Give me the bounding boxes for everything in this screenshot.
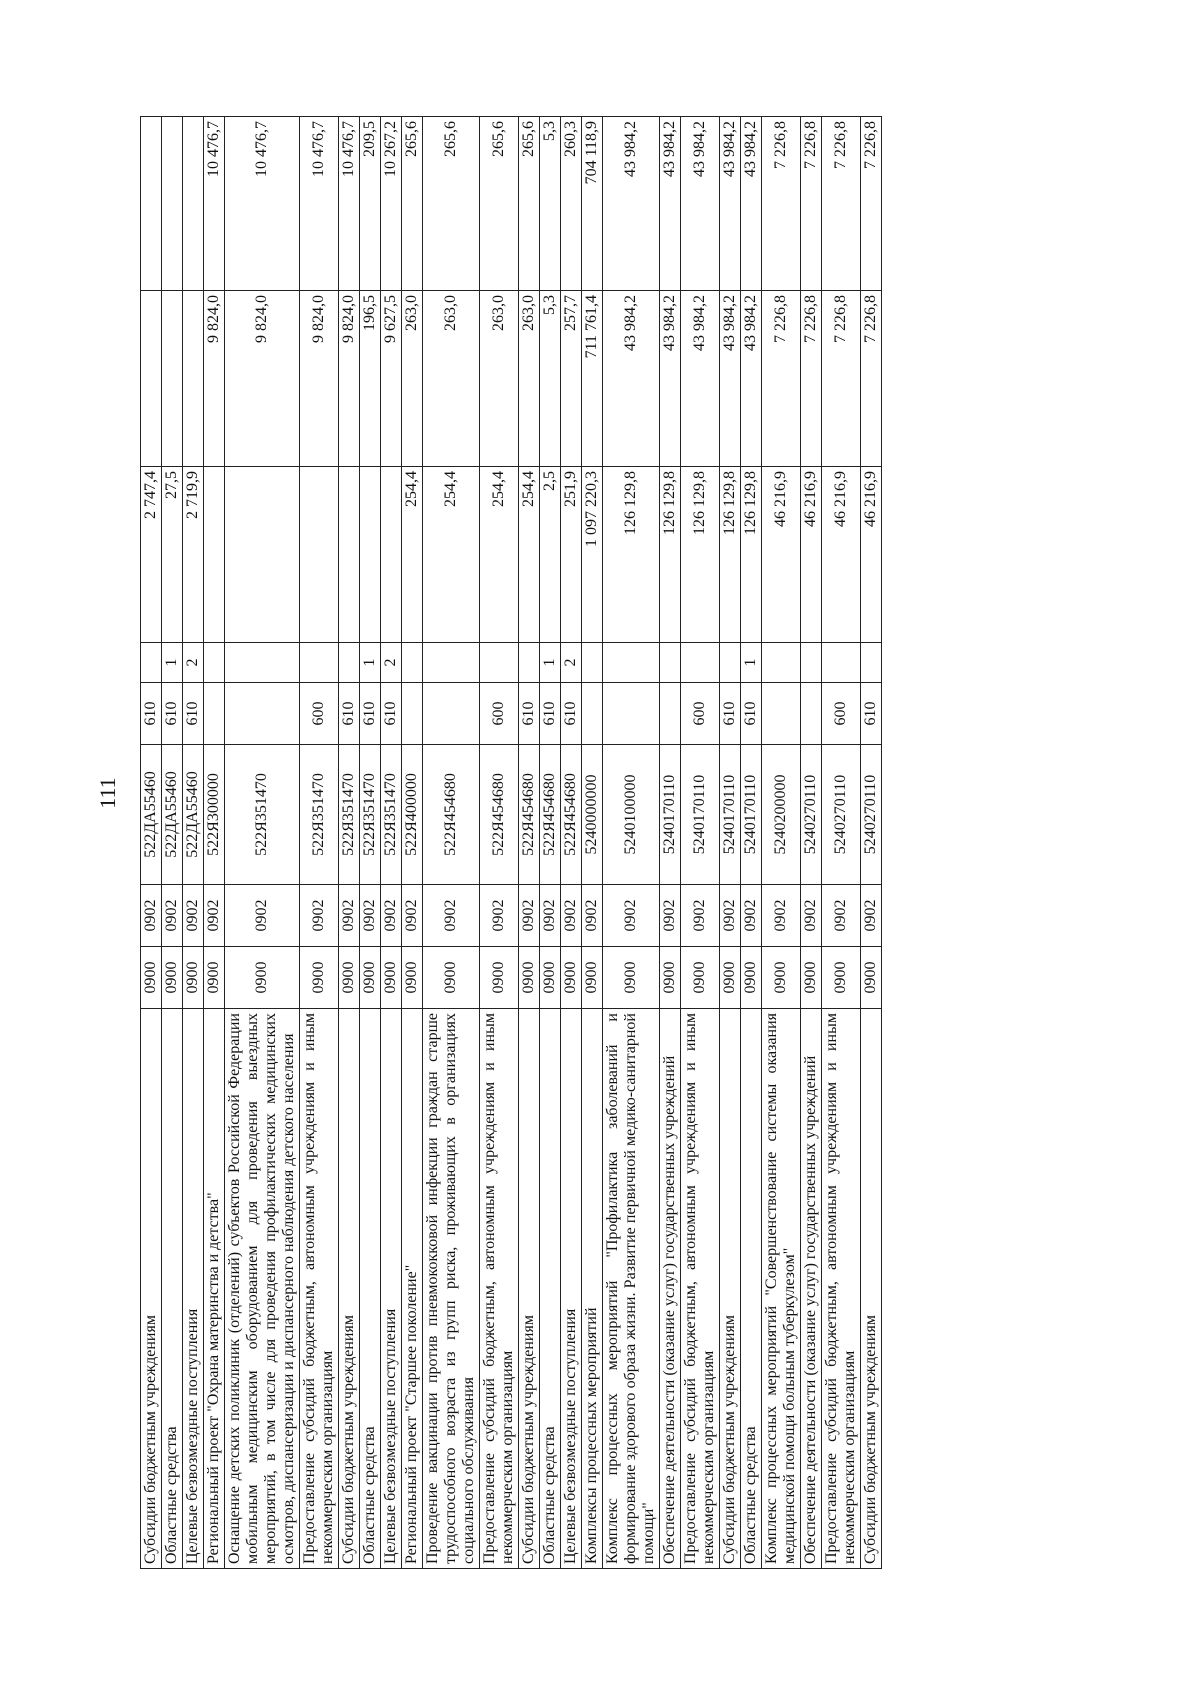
expense-type-code-cell [225,683,300,745]
amount-year-2-cell: 9 627,5 [381,291,402,467]
table-row [339,117,360,1569]
amount-year-1-cell [225,467,300,643]
min-code-cell: 0900 [822,947,861,1009]
table-row [582,117,603,1569]
expense-type-code-cell: 610 [561,683,582,745]
target-article-code-cell: 5240170110 [660,745,681,885]
section-code-cell: 0902 [402,885,423,947]
table-row [162,117,183,1569]
item-name-cell: Обеспечение деятельности (оказание услуг) государственных учреждений [801,1009,822,1569]
min-code-cell: 0900 [720,947,741,1009]
section-code-cell: 0902 [162,885,183,947]
target-article-code-cell: 5240170110 [720,745,741,885]
item-name-cell: Субсидии бюджетным учреждениям [141,1009,162,1569]
item-name-cell: Региональный проект "Старшее поколение" [402,1009,423,1569]
item-name-cell: Целевые безвозмездные поступления [381,1009,402,1569]
amount-year-3-cell: 265,6 [519,117,540,291]
table-row [762,117,801,1569]
min-code-cell: 0900 [519,947,540,1009]
amount-year-3-cell: 7 226,8 [822,117,861,291]
section-code-cell: 0902 [582,885,603,947]
target-article-code-cell: 522Я351470 [360,745,381,885]
item-name-cell: Субсидии бюджетным учреждениям [339,1009,360,1569]
amount-year-1-cell: 2 719,9 [183,467,204,643]
source-code-cell [582,643,603,683]
amount-year-3-cell: 265,6 [402,117,423,291]
amount-year-1-cell: 126 129,8 [741,467,762,643]
amount-year-3-cell: 10 476,7 [204,117,225,291]
item-name-cell: Предоставление субсидий бюджетным, автономным учреждениям и иным некоммерческим организациям [300,1009,339,1569]
amount-year-1-cell: 254,4 [402,467,423,643]
section-code-cell: 0902 [204,885,225,947]
table-row [681,117,720,1569]
min-code-cell: 0900 [861,947,882,1009]
table-row [225,117,300,1569]
target-article-code-cell: 522Я351470 [339,745,360,885]
item-name-cell: Комплекс процессных мероприятий "Совершенствование системы оказания медицинской помощи больным туберкулезом" [762,1009,801,1569]
amount-year-3-cell: 43 984,2 [660,117,681,291]
min-code-cell: 0900 [225,947,300,1009]
amount-year-1-cell [360,467,381,643]
amount-year-2-cell: 43 984,2 [660,291,681,467]
amount-year-1-cell: 46 216,9 [801,467,822,643]
target-article-code-cell: 5240200000 [762,745,801,885]
amount-year-2-cell: 263,0 [480,291,519,467]
section-code-cell: 0902 [480,885,519,947]
table-row [141,117,162,1569]
source-code-cell [603,643,660,683]
table-row [204,117,225,1569]
amount-year-1-cell: 2,5 [540,467,561,643]
target-article-code-cell: 5240170110 [741,745,762,885]
item-name-cell: Обеспечение деятельности (оказание услуг) государственных учреждений [660,1009,681,1569]
item-name-cell: Комплексы процессных мероприятий [582,1009,603,1569]
section-code-cell: 0902 [762,885,801,947]
item-name-cell: Комплекс процессных мероприятий "Профилактика заболеваний и формирование здорового образа жизни. Развитие первичной медико-санитарной помощи" [603,1009,660,1569]
source-code-cell [861,643,882,683]
expense-type-code-cell [423,683,480,745]
source-code-cell [720,643,741,683]
amount-year-3-cell: 260,3 [561,117,582,291]
section-code-cell: 0902 [141,885,162,947]
target-article-code-cell: 522Я300000 [204,745,225,885]
item-name-cell: Целевые безвозмездные поступления [183,1009,204,1569]
expense-type-code-cell: 610 [141,683,162,745]
item-name-cell: Предоставление субсидий бюджетным, автономным учреждениям и иным некоммерческим организациям [681,1009,720,1569]
amount-year-1-cell: 254,4 [480,467,519,643]
section-code-cell: 0902 [561,885,582,947]
section-code-cell: 0902 [540,885,561,947]
item-name-cell: Проведение вакцинации против пневмококковой инфекции граждан старше трудоспособного возраста из групп риска, проживающих в организациях социального обслуживания [423,1009,480,1569]
amount-year-1-cell [339,467,360,643]
table-row [402,117,423,1569]
amount-year-1-cell: 1 097 220,3 [582,467,603,643]
expense-type-code-cell [660,683,681,745]
source-code-cell [519,643,540,683]
item-name-cell: Субсидии бюджетным учреждениям [720,1009,741,1569]
source-code-cell [225,643,300,683]
min-code-cell: 0900 [360,947,381,1009]
amount-year-3-cell: 43 984,2 [603,117,660,291]
section-code-cell: 0902 [360,885,381,947]
table-row [720,117,741,1569]
amount-year-2-cell: 263,0 [519,291,540,467]
target-article-code-cell: 522Я454680 [423,745,480,885]
amount-year-1-cell: 126 129,8 [720,467,741,643]
item-name-cell: Оснащение детских поликлиник (отделений) субъектов Российской Федерации мобильным медицинским оборудованием для проведения выездных мероприятий, в том числе для проведения профилактических медицинских осмотров, диспансеризации и диспансерного наблюдения детского населения [225,1009,300,1569]
amount-year-2-cell: 263,0 [402,291,423,467]
amount-year-1-cell: 2 747,4 [141,467,162,643]
target-article-code-cell: 522Я351470 [381,745,402,885]
section-code-cell: 0902 [519,885,540,947]
source-code-cell: 2 [381,643,402,683]
section-code-cell: 0902 [660,885,681,947]
item-name-cell: Субсидии бюджетным учреждениям [861,1009,882,1569]
target-article-code-cell: 5240100000 [603,745,660,885]
amount-year-2-cell [141,291,162,467]
expense-type-code-cell [402,683,423,745]
expense-type-code-cell: 600 [480,683,519,745]
amount-year-2-cell: 711 761,4 [582,291,603,467]
amount-year-2-cell: 43 984,2 [720,291,741,467]
amount-year-2-cell: 7 226,8 [762,291,801,467]
amount-year-1-cell: 46 216,9 [861,467,882,643]
expense-type-code-cell [582,683,603,745]
target-article-code-cell: 5240270110 [822,745,861,885]
min-code-cell: 0900 [582,947,603,1009]
target-article-code-cell: 5240270110 [801,745,822,885]
expense-type-code-cell: 600 [681,683,720,745]
amount-year-1-cell: 254,4 [423,467,480,643]
amount-year-1-cell: 251,9 [561,467,582,643]
amount-year-1-cell: 126 129,8 [603,467,660,643]
expense-type-code-cell: 610 [741,683,762,745]
amount-year-3-cell: 43 984,2 [741,117,762,291]
table-row [561,117,582,1569]
target-article-code-cell: 5240000000 [582,745,603,885]
expense-type-code-cell: 610 [360,683,381,745]
expense-type-code-cell [204,683,225,745]
target-article-code-cell: 522Я351470 [300,745,339,885]
min-code-cell: 0900 [660,947,681,1009]
amount-year-1-cell: 27,5 [162,467,183,643]
table-row [360,117,381,1569]
source-code-cell [402,643,423,683]
expense-type-code-cell [801,683,822,745]
amount-year-2-cell: 43 984,2 [681,291,720,467]
source-code-cell [204,643,225,683]
amount-year-3-cell [162,117,183,291]
section-code-cell: 0902 [381,885,402,947]
item-name-cell: Региональный проект "Охрана материнства и детства" [204,1009,225,1569]
item-name-cell: Областные средства [741,1009,762,1569]
amount-year-2-cell: 7 226,8 [861,291,882,467]
section-code-cell: 0902 [720,885,741,947]
source-code-cell [801,643,822,683]
section-code-cell: 0902 [603,885,660,947]
target-article-code-cell: 5240170110 [681,745,720,885]
min-code-cell: 0900 [141,947,162,1009]
table-row [741,117,762,1569]
target-article-code-cell: 522Я351470 [225,745,300,885]
expense-type-code-cell: 610 [861,683,882,745]
expense-type-code-cell: 610 [540,683,561,745]
min-code-cell: 0900 [381,947,402,1009]
min-code-cell: 0900 [762,947,801,1009]
source-code-cell [681,643,720,683]
min-code-cell: 0900 [183,947,204,1009]
min-code-cell: 0900 [300,947,339,1009]
target-article-code-cell: 522Я400000 [402,745,423,885]
source-code-cell: 2 [561,643,582,683]
amount-year-3-cell: 704 118,9 [582,117,603,291]
amount-year-1-cell: 126 129,8 [681,467,720,643]
amount-year-3-cell [141,117,162,291]
section-code-cell: 0902 [423,885,480,947]
item-name-cell: Областные средства [540,1009,561,1569]
amount-year-3-cell: 265,6 [480,117,519,291]
amount-year-2-cell: 43 984,2 [741,291,762,467]
amount-year-2-cell: 7 226,8 [822,291,861,467]
min-code-cell: 0900 [681,947,720,1009]
section-code-cell: 0902 [861,885,882,947]
item-name-cell: Областные средства [162,1009,183,1569]
min-code-cell: 0900 [540,947,561,1009]
amount-year-3-cell: 209,5 [360,117,381,291]
min-code-cell: 0900 [423,947,480,1009]
amount-year-3-cell: 7 226,8 [801,117,822,291]
target-article-code-cell: 522ДА55460 [183,745,204,885]
amount-year-3-cell: 43 984,2 [720,117,741,291]
budget-table-body [141,117,882,1569]
amount-year-2-cell: 5,3 [540,291,561,467]
section-code-cell: 0902 [300,885,339,947]
amount-year-2-cell: 196,5 [360,291,381,467]
amount-year-1-cell: 46 216,9 [762,467,801,643]
table-row [519,117,540,1569]
amount-year-3-cell [183,117,204,291]
amount-year-3-cell: 10 476,7 [225,117,300,291]
min-code-cell: 0900 [162,947,183,1009]
source-code-cell [339,643,360,683]
source-code-cell: 1 [360,643,381,683]
amount-year-3-cell: 10 476,7 [339,117,360,291]
target-article-code-cell: 522ДА55460 [162,745,183,885]
expense-type-code-cell: 610 [381,683,402,745]
source-code-cell: 1 [741,643,762,683]
amount-year-2-cell: 257,7 [561,291,582,467]
section-code-cell: 0902 [681,885,720,947]
amount-year-1-cell: 126 129,8 [660,467,681,643]
amount-year-2-cell: 43 984,2 [603,291,660,467]
expense-type-code-cell: 610 [183,683,204,745]
amount-year-3-cell: 10 476,7 [300,117,339,291]
table-row [423,117,480,1569]
expense-type-code-cell: 610 [339,683,360,745]
min-code-cell: 0900 [741,947,762,1009]
amount-year-2-cell [183,291,204,467]
table-row [300,117,339,1569]
target-article-code-cell: 5240270110 [861,745,882,885]
amount-year-3-cell: 7 226,8 [861,117,882,291]
target-article-code-cell: 522ДА55460 [141,745,162,885]
table-row [183,117,204,1569]
source-code-cell: 1 [162,643,183,683]
section-code-cell: 0902 [339,885,360,947]
amount-year-1-cell [300,467,339,643]
table-row [822,117,861,1569]
source-code-cell: 2 [183,643,204,683]
source-code-cell [762,643,801,683]
section-code-cell: 0902 [801,885,822,947]
source-code-cell [822,643,861,683]
table-row [801,117,822,1569]
target-article-code-cell: 522Я454680 [540,745,561,885]
expense-type-code-cell: 600 [300,683,339,745]
amount-year-1-cell: 46 216,9 [822,467,861,643]
expense-type-code-cell [603,683,660,745]
source-code-cell [300,643,339,683]
amount-year-3-cell: 7 226,8 [762,117,801,291]
amount-year-2-cell: 7 226,8 [801,291,822,467]
expense-type-code-cell: 610 [720,683,741,745]
amount-year-3-cell: 10 267,2 [381,117,402,291]
section-code-cell: 0902 [225,885,300,947]
amount-year-2-cell: 9 824,0 [300,291,339,467]
rotated-table-wrapper [140,117,1100,1569]
source-code-cell [141,643,162,683]
amount-year-2-cell [162,291,183,467]
min-code-cell: 0900 [603,947,660,1009]
amount-year-2-cell: 9 824,0 [339,291,360,467]
table-row [540,117,561,1569]
amount-year-1-cell [381,467,402,643]
amount-year-3-cell: 43 984,2 [681,117,720,291]
item-name-cell: Областные средства [360,1009,381,1569]
item-name-cell: Субсидии бюджетным учреждениям [519,1009,540,1569]
amount-year-3-cell: 5,3 [540,117,561,291]
item-name-cell: Целевые безвозмездные поступления [561,1009,582,1569]
min-code-cell: 0900 [480,947,519,1009]
table-row [660,117,681,1569]
amount-year-2-cell: 9 824,0 [204,291,225,467]
source-code-cell [480,643,519,683]
item-name-cell: Предоставление субсидий бюджетным, автономным учреждениям и иным некоммерческим организациям [822,1009,861,1569]
source-code-cell: 1 [540,643,561,683]
source-code-cell [423,643,480,683]
section-code-cell: 0902 [741,885,762,947]
amount-year-2-cell: 263,0 [423,291,480,467]
expense-type-code-cell: 610 [519,683,540,745]
target-article-code-cell: 522Я454680 [480,745,519,885]
expense-type-code-cell: 610 [162,683,183,745]
table-row [480,117,519,1569]
min-code-cell: 0900 [204,947,225,1009]
table-row [861,117,882,1569]
table-row [381,117,402,1569]
min-code-cell: 0900 [402,947,423,1009]
amount-year-1-cell: 254,4 [519,467,540,643]
min-code-cell: 0900 [801,947,822,1009]
item-name-cell: Предоставление субсидий бюджетным, автономным учреждениям и иным некоммерческим организациям [480,1009,519,1569]
page-number: 111 [95,777,120,809]
budget-table [140,116,882,1569]
amount-year-2-cell: 9 824,0 [225,291,300,467]
expense-type-code-cell: 600 [822,683,861,745]
target-article-code-cell: 522Я454680 [561,745,582,885]
expense-type-code-cell [762,683,801,745]
section-code-cell: 0902 [822,885,861,947]
amount-year-3-cell: 265,6 [423,117,480,291]
amount-year-1-cell [204,467,225,643]
min-code-cell: 0900 [561,947,582,1009]
target-article-code-cell: 522Я454680 [519,745,540,885]
table-row [603,117,660,1569]
min-code-cell: 0900 [339,947,360,1009]
source-code-cell [660,643,681,683]
section-code-cell: 0902 [183,885,204,947]
